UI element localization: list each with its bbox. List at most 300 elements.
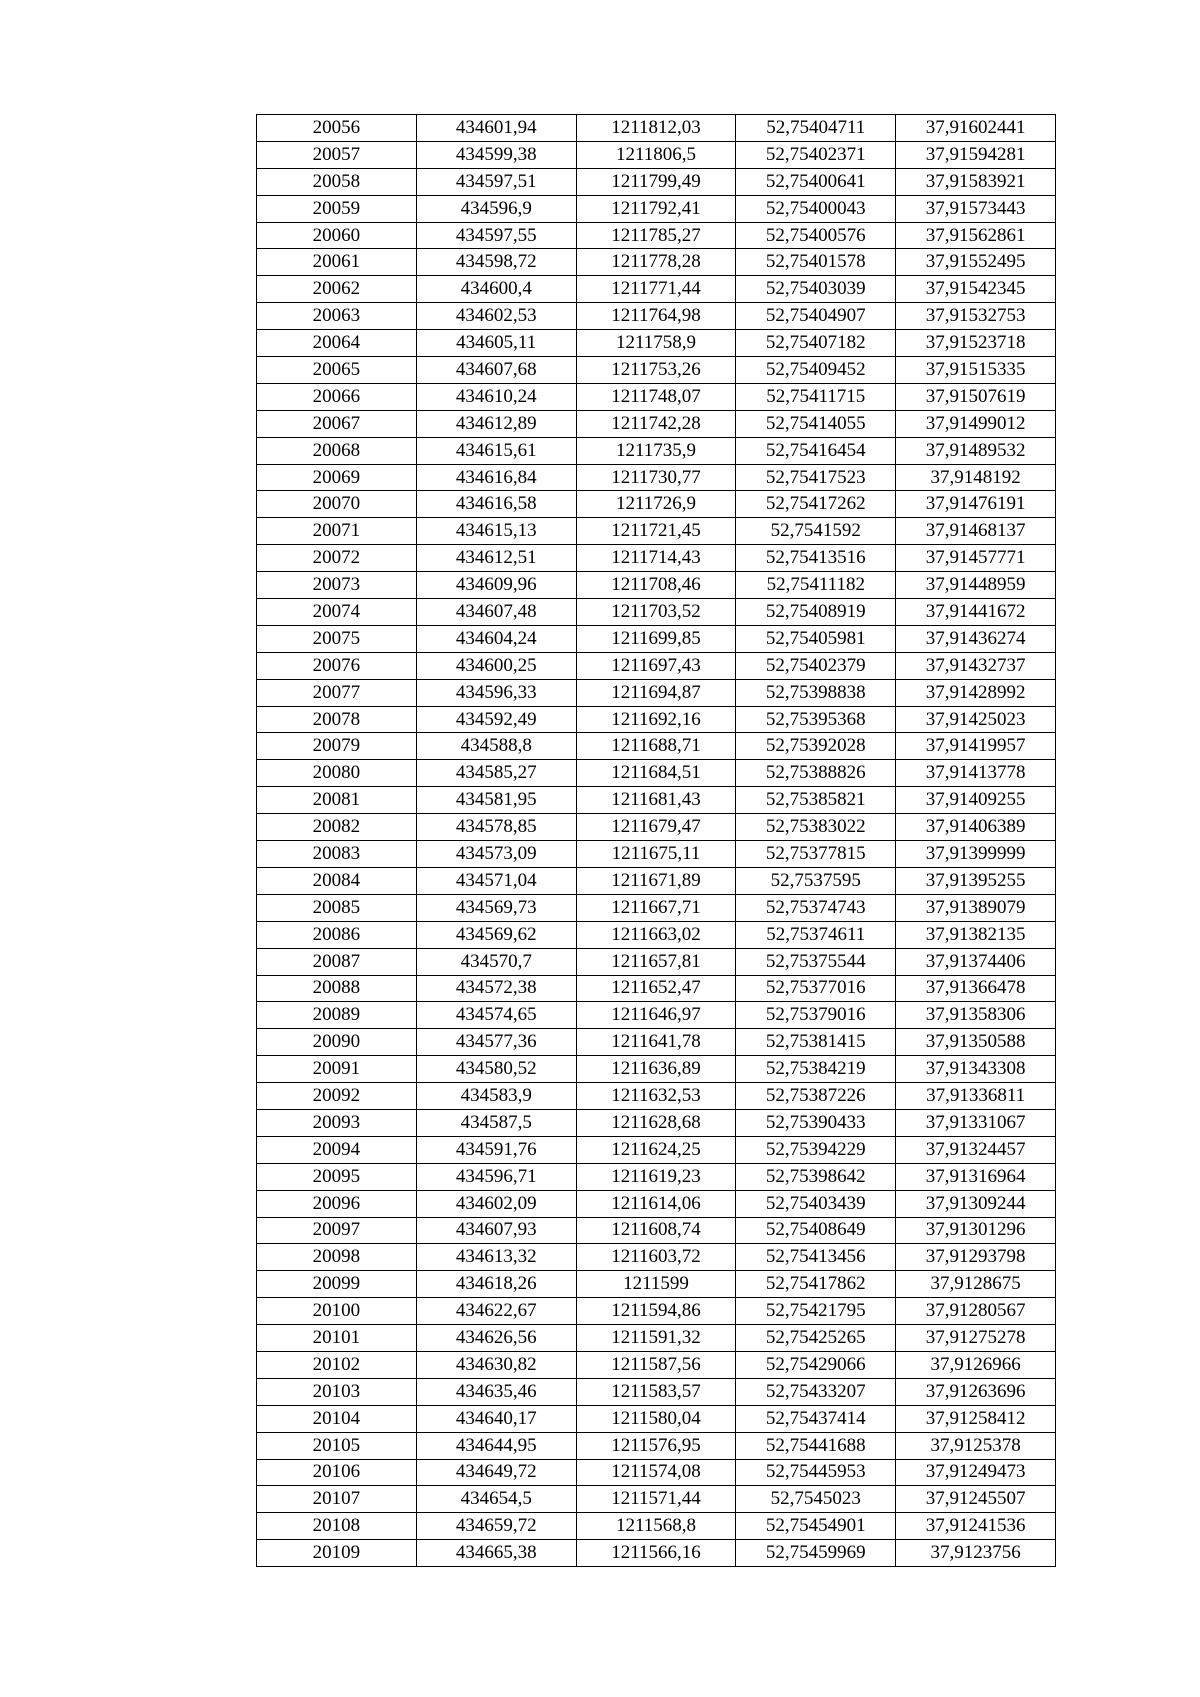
table-row (257, 383, 1056, 410)
latitude-cell: 52,75392028 (736, 733, 896, 760)
y-coordinate-cell: 1211587,56 (576, 1351, 736, 1378)
longitude-cell: 37,91382135 (896, 921, 1056, 948)
x-coordinate-cell: 434613,32 (416, 1244, 576, 1271)
coordinates-table-body (257, 115, 1056, 1567)
longitude-cell: 37,91409255 (896, 787, 1056, 814)
longitude-cell: 37,91350588 (896, 1029, 1056, 1056)
longitude-cell: 37,9123756 (896, 1540, 1056, 1567)
x-coordinate-cell: 434574,65 (416, 1002, 576, 1029)
point-number-cell: 20071 (257, 518, 417, 545)
x-coordinate-cell: 434616,58 (416, 491, 576, 518)
point-number-cell: 20102 (257, 1351, 417, 1378)
point-number-cell: 20104 (257, 1405, 417, 1432)
table-row (257, 894, 1056, 921)
y-coordinate-cell: 1211771,44 (576, 276, 736, 303)
table-row (257, 814, 1056, 841)
latitude-cell: 52,75421795 (736, 1298, 896, 1325)
longitude-cell: 37,91532753 (896, 303, 1056, 330)
y-coordinate-cell: 1211684,51 (576, 760, 736, 787)
longitude-cell: 37,91263696 (896, 1378, 1056, 1405)
point-number-cell: 20065 (257, 357, 417, 384)
y-coordinate-cell: 1211603,72 (576, 1244, 736, 1271)
x-coordinate-cell: 434602,53 (416, 303, 576, 330)
latitude-cell: 52,75388826 (736, 760, 896, 787)
y-coordinate-cell: 1211708,46 (576, 572, 736, 599)
point-number-cell: 20108 (257, 1513, 417, 1540)
y-coordinate-cell: 1211721,45 (576, 518, 736, 545)
table-row (257, 115, 1056, 142)
longitude-cell: 37,91602441 (896, 115, 1056, 142)
y-coordinate-cell: 1211742,28 (576, 410, 736, 437)
longitude-cell: 37,91523718 (896, 330, 1056, 357)
latitude-cell: 52,75387226 (736, 1083, 896, 1110)
point-number-cell: 20087 (257, 948, 417, 975)
latitude-cell: 52,7545023 (736, 1486, 896, 1513)
table-row (257, 303, 1056, 330)
point-number-cell: 20080 (257, 760, 417, 787)
point-number-cell: 20072 (257, 545, 417, 572)
point-number-cell: 20081 (257, 787, 417, 814)
point-number-cell: 20097 (257, 1217, 417, 1244)
x-coordinate-cell: 434591,76 (416, 1136, 576, 1163)
y-coordinate-cell: 1211632,53 (576, 1083, 736, 1110)
latitude-cell: 52,75411715 (736, 383, 896, 410)
point-number-cell: 20103 (257, 1378, 417, 1405)
y-coordinate-cell: 1211574,08 (576, 1459, 736, 1486)
longitude-cell: 37,91309244 (896, 1190, 1056, 1217)
y-coordinate-cell: 1211792,41 (576, 195, 736, 222)
table-row (257, 1136, 1056, 1163)
x-coordinate-cell: 434626,56 (416, 1325, 576, 1352)
latitude-cell: 52,75394229 (736, 1136, 896, 1163)
longitude-cell: 37,91316964 (896, 1163, 1056, 1190)
y-coordinate-cell: 1211599 (576, 1271, 736, 1298)
latitude-cell: 52,75417262 (736, 491, 896, 518)
longitude-cell: 37,91275278 (896, 1325, 1056, 1352)
y-coordinate-cell: 1211583,57 (576, 1378, 736, 1405)
longitude-cell: 37,91573443 (896, 195, 1056, 222)
point-number-cell: 20106 (257, 1459, 417, 1486)
latitude-cell: 52,75411182 (736, 572, 896, 599)
point-number-cell: 20099 (257, 1271, 417, 1298)
latitude-cell: 52,75400043 (736, 195, 896, 222)
latitude-cell: 52,7541592 (736, 518, 896, 545)
x-coordinate-cell: 434569,73 (416, 894, 576, 921)
table-row (257, 921, 1056, 948)
table-row (257, 222, 1056, 249)
y-coordinate-cell: 1211614,06 (576, 1190, 736, 1217)
point-number-cell: 20061 (257, 249, 417, 276)
table-row (257, 330, 1056, 357)
x-coordinate-cell: 434607,93 (416, 1217, 576, 1244)
longitude-cell: 37,91562861 (896, 222, 1056, 249)
y-coordinate-cell: 1211568,8 (576, 1513, 736, 1540)
longitude-cell: 37,91366478 (896, 975, 1056, 1002)
longitude-cell: 37,91293798 (896, 1244, 1056, 1271)
x-coordinate-cell: 434601,94 (416, 115, 576, 142)
latitude-cell: 52,75416454 (736, 437, 896, 464)
point-number-cell: 20085 (257, 894, 417, 921)
x-coordinate-cell: 434607,48 (416, 599, 576, 626)
table-row (257, 249, 1056, 276)
longitude-cell: 37,91542345 (896, 276, 1056, 303)
point-number-cell: 20082 (257, 814, 417, 841)
table-row (257, 1459, 1056, 1486)
longitude-cell: 37,91324457 (896, 1136, 1056, 1163)
longitude-cell: 37,91343308 (896, 1056, 1056, 1083)
y-coordinate-cell: 1211576,95 (576, 1432, 736, 1459)
point-number-cell: 20073 (257, 572, 417, 599)
latitude-cell: 52,75454901 (736, 1513, 896, 1540)
x-coordinate-cell: 434630,82 (416, 1351, 576, 1378)
latitude-cell: 52,75402379 (736, 652, 896, 679)
longitude-cell: 37,91241536 (896, 1513, 1056, 1540)
x-coordinate-cell: 434585,27 (416, 760, 576, 787)
y-coordinate-cell: 1211778,28 (576, 249, 736, 276)
latitude-cell: 52,75404711 (736, 115, 896, 142)
latitude-cell: 52,75407182 (736, 330, 896, 357)
table-row (257, 1217, 1056, 1244)
latitude-cell: 52,75425265 (736, 1325, 896, 1352)
point-number-cell: 20074 (257, 599, 417, 626)
longitude-cell: 37,91374406 (896, 948, 1056, 975)
point-number-cell: 20083 (257, 841, 417, 868)
y-coordinate-cell: 1211624,25 (576, 1136, 736, 1163)
table-row (257, 841, 1056, 868)
table-row (257, 1378, 1056, 1405)
x-coordinate-cell: 434605,11 (416, 330, 576, 357)
point-number-cell: 20077 (257, 679, 417, 706)
point-number-cell: 20060 (257, 222, 417, 249)
longitude-cell: 37,91507619 (896, 383, 1056, 410)
longitude-cell: 37,91301296 (896, 1217, 1056, 1244)
longitude-cell: 37,91280567 (896, 1298, 1056, 1325)
x-coordinate-cell: 434602,09 (416, 1190, 576, 1217)
table-row (257, 1432, 1056, 1459)
point-number-cell: 20107 (257, 1486, 417, 1513)
y-coordinate-cell: 1211663,02 (576, 921, 736, 948)
x-coordinate-cell: 434569,62 (416, 921, 576, 948)
longitude-cell: 37,91336811 (896, 1083, 1056, 1110)
x-coordinate-cell: 434600,4 (416, 276, 576, 303)
table-row (257, 1513, 1056, 1540)
point-number-cell: 20093 (257, 1109, 417, 1136)
x-coordinate-cell: 434583,9 (416, 1083, 576, 1110)
y-coordinate-cell: 1211730,77 (576, 464, 736, 491)
x-coordinate-cell: 434612,89 (416, 410, 576, 437)
point-number-cell: 20062 (257, 276, 417, 303)
x-coordinate-cell: 434649,72 (416, 1459, 576, 1486)
table-row (257, 706, 1056, 733)
latitude-cell: 52,75403439 (736, 1190, 896, 1217)
y-coordinate-cell: 1211566,16 (576, 1540, 736, 1567)
latitude-cell: 52,75385821 (736, 787, 896, 814)
y-coordinate-cell: 1211571,44 (576, 1486, 736, 1513)
longitude-cell: 37,9128675 (896, 1271, 1056, 1298)
x-coordinate-cell: 434597,51 (416, 168, 576, 195)
y-coordinate-cell: 1211580,04 (576, 1405, 736, 1432)
latitude-cell: 52,75379016 (736, 1002, 896, 1029)
point-number-cell: 20091 (257, 1056, 417, 1083)
x-coordinate-cell: 434571,04 (416, 867, 576, 894)
x-coordinate-cell: 434618,26 (416, 1271, 576, 1298)
y-coordinate-cell: 1211753,26 (576, 357, 736, 384)
x-coordinate-cell: 434580,52 (416, 1056, 576, 1083)
table-row (257, 572, 1056, 599)
point-number-cell: 20069 (257, 464, 417, 491)
table-row (257, 437, 1056, 464)
latitude-cell: 52,75445953 (736, 1459, 896, 1486)
latitude-cell: 52,75403039 (736, 276, 896, 303)
point-number-cell: 20095 (257, 1163, 417, 1190)
longitude-cell: 37,91358306 (896, 1002, 1056, 1029)
longitude-cell: 37,91515335 (896, 357, 1056, 384)
table-row (257, 625, 1056, 652)
point-number-cell: 20067 (257, 410, 417, 437)
latitude-cell: 52,75375544 (736, 948, 896, 975)
point-number-cell: 20109 (257, 1540, 417, 1567)
longitude-cell: 37,9126966 (896, 1351, 1056, 1378)
x-coordinate-cell: 434607,68 (416, 357, 576, 384)
table-row (257, 545, 1056, 572)
longitude-cell: 37,91389079 (896, 894, 1056, 921)
y-coordinate-cell: 1211703,52 (576, 599, 736, 626)
y-coordinate-cell: 1211646,97 (576, 1002, 736, 1029)
longitude-cell: 37,91249473 (896, 1459, 1056, 1486)
y-coordinate-cell: 1211591,32 (576, 1325, 736, 1352)
table-row (257, 679, 1056, 706)
latitude-cell: 52,75429066 (736, 1351, 896, 1378)
latitude-cell: 52,75401578 (736, 249, 896, 276)
point-number-cell: 20101 (257, 1325, 417, 1352)
y-coordinate-cell: 1211679,47 (576, 814, 736, 841)
y-coordinate-cell: 1211671,89 (576, 867, 736, 894)
latitude-cell: 52,75377016 (736, 975, 896, 1002)
longitude-cell: 37,91499012 (896, 410, 1056, 437)
table-row (257, 652, 1056, 679)
latitude-cell: 52,75390433 (736, 1109, 896, 1136)
table-row (257, 1109, 1056, 1136)
table-row (257, 1271, 1056, 1298)
longitude-cell: 37,9148192 (896, 464, 1056, 491)
point-number-cell: 20089 (257, 1002, 417, 1029)
latitude-cell: 52,75417523 (736, 464, 896, 491)
table-row (257, 1190, 1056, 1217)
latitude-cell: 52,75398838 (736, 679, 896, 706)
x-coordinate-cell: 434615,13 (416, 518, 576, 545)
latitude-cell: 52,75383022 (736, 814, 896, 841)
y-coordinate-cell: 1211735,9 (576, 437, 736, 464)
latitude-cell: 52,75400641 (736, 168, 896, 195)
x-coordinate-cell: 434597,55 (416, 222, 576, 249)
latitude-cell: 52,75414055 (736, 410, 896, 437)
table-row (257, 975, 1056, 1002)
point-number-cell: 20096 (257, 1190, 417, 1217)
table-row (257, 867, 1056, 894)
latitude-cell: 52,75459969 (736, 1540, 896, 1567)
latitude-cell: 52,75437414 (736, 1405, 896, 1432)
latitude-cell: 52,75374611 (736, 921, 896, 948)
y-coordinate-cell: 1211628,68 (576, 1109, 736, 1136)
longitude-cell: 37,91583921 (896, 168, 1056, 195)
y-coordinate-cell: 1211726,9 (576, 491, 736, 518)
point-number-cell: 20070 (257, 491, 417, 518)
point-number-cell: 20068 (257, 437, 417, 464)
longitude-cell: 37,91425023 (896, 706, 1056, 733)
table-row (257, 1083, 1056, 1110)
table-row (257, 1298, 1056, 1325)
y-coordinate-cell: 1211675,11 (576, 841, 736, 868)
latitude-cell: 52,75408919 (736, 599, 896, 626)
table-row (257, 1056, 1056, 1083)
latitude-cell: 52,75433207 (736, 1378, 896, 1405)
y-coordinate-cell: 1211594,86 (576, 1298, 736, 1325)
point-number-cell: 20059 (257, 195, 417, 222)
y-coordinate-cell: 1211714,43 (576, 545, 736, 572)
x-coordinate-cell: 434577,36 (416, 1029, 576, 1056)
point-number-cell: 20057 (257, 141, 417, 168)
longitude-cell: 37,91441672 (896, 599, 1056, 626)
point-number-cell: 20094 (257, 1136, 417, 1163)
x-coordinate-cell: 434588,8 (416, 733, 576, 760)
longitude-cell: 37,91552495 (896, 249, 1056, 276)
table-row (257, 518, 1056, 545)
longitude-cell: 37,91468137 (896, 518, 1056, 545)
x-coordinate-cell: 434640,17 (416, 1405, 576, 1432)
x-coordinate-cell: 434587,5 (416, 1109, 576, 1136)
latitude-cell: 52,75402371 (736, 141, 896, 168)
x-coordinate-cell: 434622,67 (416, 1298, 576, 1325)
longitude-cell: 37,9125378 (896, 1432, 1056, 1459)
point-number-cell: 20090 (257, 1029, 417, 1056)
y-coordinate-cell: 1211806,5 (576, 141, 736, 168)
longitude-cell: 37,91395255 (896, 867, 1056, 894)
x-coordinate-cell: 434616,84 (416, 464, 576, 491)
latitude-cell: 52,7537595 (736, 867, 896, 894)
point-number-cell: 20084 (257, 867, 417, 894)
table-row (257, 168, 1056, 195)
x-coordinate-cell: 434581,95 (416, 787, 576, 814)
x-coordinate-cell: 434599,38 (416, 141, 576, 168)
table-row (257, 787, 1056, 814)
table-row (257, 1325, 1056, 1352)
longitude-cell: 37,91428992 (896, 679, 1056, 706)
x-coordinate-cell: 434570,7 (416, 948, 576, 975)
y-coordinate-cell: 1211641,78 (576, 1029, 736, 1056)
y-coordinate-cell: 1211619,23 (576, 1163, 736, 1190)
point-number-cell: 20100 (257, 1298, 417, 1325)
latitude-cell: 52,75395368 (736, 706, 896, 733)
x-coordinate-cell: 434615,61 (416, 437, 576, 464)
latitude-cell: 52,75408649 (736, 1217, 896, 1244)
table-row (257, 1002, 1056, 1029)
point-number-cell: 20064 (257, 330, 417, 357)
x-coordinate-cell: 434659,72 (416, 1513, 576, 1540)
y-coordinate-cell: 1211636,89 (576, 1056, 736, 1083)
point-number-cell: 20078 (257, 706, 417, 733)
longitude-cell: 37,91258412 (896, 1405, 1056, 1432)
latitude-cell: 52,75377815 (736, 841, 896, 868)
longitude-cell: 37,91436274 (896, 625, 1056, 652)
x-coordinate-cell: 434635,46 (416, 1378, 576, 1405)
x-coordinate-cell: 434578,85 (416, 814, 576, 841)
longitude-cell: 37,91245507 (896, 1486, 1056, 1513)
longitude-cell: 37,91406389 (896, 814, 1056, 841)
point-number-cell: 20066 (257, 383, 417, 410)
x-coordinate-cell: 434572,38 (416, 975, 576, 1002)
y-coordinate-cell: 1211681,43 (576, 787, 736, 814)
x-coordinate-cell: 434654,5 (416, 1486, 576, 1513)
longitude-cell: 37,91432737 (896, 652, 1056, 679)
point-number-cell: 20058 (257, 168, 417, 195)
point-number-cell: 20088 (257, 975, 417, 1002)
x-coordinate-cell: 434573,09 (416, 841, 576, 868)
latitude-cell: 52,75417862 (736, 1271, 896, 1298)
x-coordinate-cell: 434592,49 (416, 706, 576, 733)
longitude-cell: 37,91476191 (896, 491, 1056, 518)
y-coordinate-cell: 1211799,49 (576, 168, 736, 195)
y-coordinate-cell: 1211692,16 (576, 706, 736, 733)
longitude-cell: 37,91419957 (896, 733, 1056, 760)
table-row (257, 410, 1056, 437)
x-coordinate-cell: 434610,24 (416, 383, 576, 410)
point-number-cell: 20075 (257, 625, 417, 652)
table-row (257, 599, 1056, 626)
latitude-cell: 52,75405981 (736, 625, 896, 652)
y-coordinate-cell: 1211667,71 (576, 894, 736, 921)
latitude-cell: 52,75400576 (736, 222, 896, 249)
latitude-cell: 52,75413456 (736, 1244, 896, 1271)
table-row (257, 1351, 1056, 1378)
y-coordinate-cell: 1211688,71 (576, 733, 736, 760)
table-row (257, 276, 1056, 303)
latitude-cell: 52,75374743 (736, 894, 896, 921)
y-coordinate-cell: 1211694,87 (576, 679, 736, 706)
longitude-cell: 37,91448959 (896, 572, 1056, 599)
latitude-cell: 52,75404907 (736, 303, 896, 330)
table-row (257, 464, 1056, 491)
table-row (257, 948, 1056, 975)
latitude-cell: 52,75381415 (736, 1029, 896, 1056)
latitude-cell: 52,75409452 (736, 357, 896, 384)
coordinates-table (256, 114, 1056, 1567)
table-row (257, 357, 1056, 384)
x-coordinate-cell: 434600,25 (416, 652, 576, 679)
point-number-cell: 20079 (257, 733, 417, 760)
x-coordinate-cell: 434644,95 (416, 1432, 576, 1459)
x-coordinate-cell: 434665,38 (416, 1540, 576, 1567)
y-coordinate-cell: 1211812,03 (576, 115, 736, 142)
table-row (257, 195, 1056, 222)
y-coordinate-cell: 1211785,27 (576, 222, 736, 249)
longitude-cell: 37,91399999 (896, 841, 1056, 868)
x-coordinate-cell: 434604,24 (416, 625, 576, 652)
y-coordinate-cell: 1211764,98 (576, 303, 736, 330)
point-number-cell: 20056 (257, 115, 417, 142)
latitude-cell: 52,75384219 (736, 1056, 896, 1083)
table-row (257, 760, 1056, 787)
x-coordinate-cell: 434598,72 (416, 249, 576, 276)
table-row (257, 1163, 1056, 1190)
x-coordinate-cell: 434612,51 (416, 545, 576, 572)
x-coordinate-cell: 434596,9 (416, 195, 576, 222)
x-coordinate-cell: 434596,33 (416, 679, 576, 706)
y-coordinate-cell: 1211608,74 (576, 1217, 736, 1244)
longitude-cell: 37,91594281 (896, 141, 1056, 168)
point-number-cell: 20092 (257, 1083, 417, 1110)
point-number-cell: 20105 (257, 1432, 417, 1459)
latitude-cell: 52,75441688 (736, 1432, 896, 1459)
